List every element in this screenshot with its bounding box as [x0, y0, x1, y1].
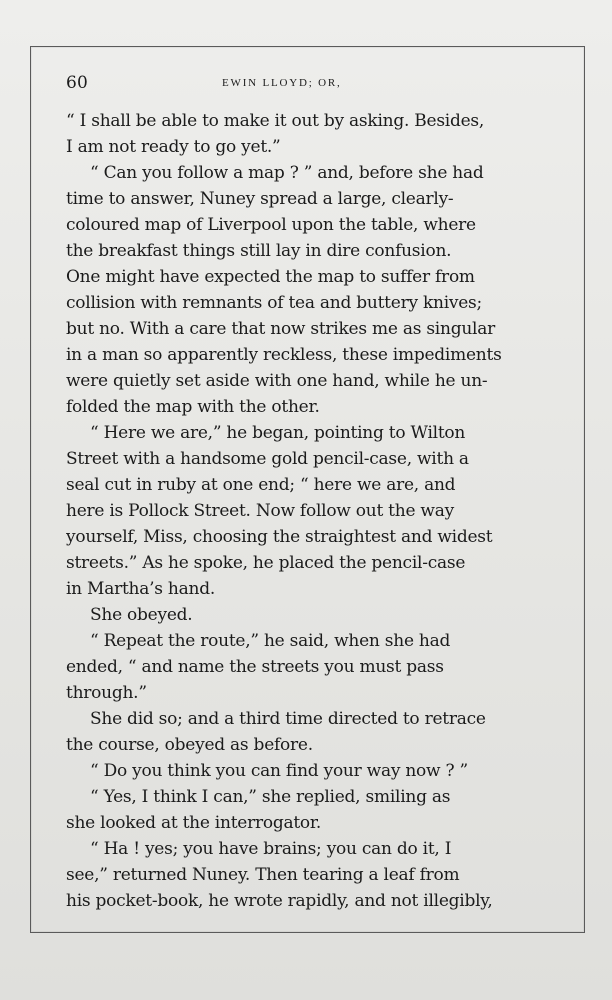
text-line: the breakfast things still lay in dire confusion.	[66, 241, 452, 261]
text-line: She did so; and a third time directed to retrace	[90, 709, 486, 729]
text-line: in a man so apparently reckless, these impediments	[66, 345, 502, 365]
text-line: “ Yes, I think I can,” she replied, smiling as	[90, 787, 451, 807]
text-line: she looked at the interrogator.	[66, 813, 322, 833]
text-line: the course, obeyed as before.	[66, 735, 313, 755]
text-line: yourself, Miss, choosing the straightest and widest	[66, 527, 493, 547]
text-line: “ Here we are,” he began, pointing to Wilton	[90, 423, 466, 443]
text-line: She obeyed.	[90, 605, 193, 625]
text-line: collision with remnants of tea and buttery knives;	[66, 293, 483, 313]
text-line: “ Can you follow a map ? ” and, before she had	[90, 163, 484, 183]
text-line: were quietly set aside with one hand, while he un-	[66, 371, 488, 391]
body-text	[66, 108, 525, 923]
running-head: EWIN LLOYD; OR,	[222, 77, 342, 89]
text-line: Street with a handsome gold pencil-case, with a	[66, 449, 469, 469]
page-header	[66, 73, 525, 97]
text-line: ended, “ and name the streets you must pass	[66, 657, 444, 677]
text-line: streets.” As he spoke, he placed the pencil-case	[66, 553, 466, 573]
text-line: time to answer, Nuney spread a large, clearly-	[66, 189, 454, 209]
text-line: here is Pollock Street. Now follow out the way	[66, 501, 454, 521]
text-line: I am not ready to go yet.”	[66, 137, 281, 157]
text-line: see,” returned Nuney. Then tearing a leaf from	[66, 865, 460, 885]
text-line: “ Do you think you can find your way now ? ”	[90, 761, 468, 781]
text-line: but no. With a care that now strikes me as singular	[66, 319, 495, 339]
text-line: folded the map with the other.	[66, 397, 320, 417]
page-number: 60	[66, 73, 89, 93]
text-line: coloured map of Liverpool upon the table, where	[66, 215, 476, 235]
text-line: “ Repeat the route,” he said, when she had	[90, 631, 451, 651]
text-line: through.”	[66, 683, 147, 703]
text-line: in Martha’s hand.	[66, 579, 215, 599]
text-line: “ Ha ! yes; you have brains; you can do it, I	[90, 839, 452, 859]
text-line: “ I shall be able to make it out by asking. Besides,	[66, 111, 485, 131]
text-line: his pocket-book, he wrote rapidly, and not illegibly,	[66, 891, 493, 911]
text-line: One might have expected the map to suffer from	[66, 267, 475, 287]
text-line: seal cut in ruby at one end; “ here we are, and	[66, 475, 456, 495]
